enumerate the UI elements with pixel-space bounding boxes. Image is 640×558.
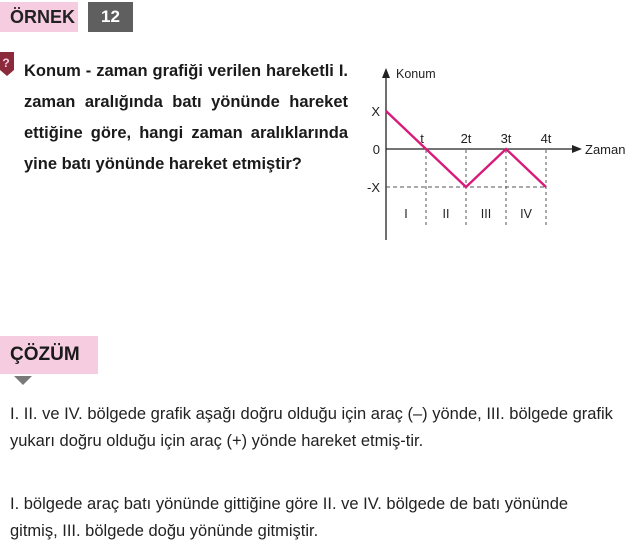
y-tick-label: X: [371, 104, 380, 119]
example-label: ÖRNEK: [0, 2, 78, 32]
y-axis-arrow-icon: [382, 68, 390, 78]
x-tick-label: 4t: [540, 131, 552, 146]
x-tick-label: t: [420, 131, 424, 146]
interval-label: IV: [520, 207, 532, 221]
interval-label: III: [480, 207, 492, 221]
solution-paragraph-1: I. II. ve IV. bölgede grafik aşağı doğru olduğu için araç (–) yönde, III. bölgede grafik yukarı doğru olduğu için araç (+) yönde hareket etmiş-tir.: [10, 405, 613, 450]
example-number: 12: [88, 2, 133, 32]
solution-arrow-icon: [14, 376, 32, 385]
y-axis-label: Konum: [396, 67, 436, 81]
x-axis-arrow-icon: [572, 145, 582, 153]
y-tick-label: 0: [372, 142, 380, 157]
position-time-graph: [356, 60, 640, 250]
svg-text:?: ?: [2, 56, 10, 70]
interval-label: II: [442, 207, 450, 221]
x-axis-label: Zaman: [585, 142, 626, 157]
interval-label: I: [404, 207, 408, 221]
question-text: Konum - zaman grafiği verilen hareketli I. zaman aralığında batı yönünde hareket ettiğine göre, hangi zaman aralıklarında yine batı yönünde hareket etmiştir?: [24, 62, 348, 173]
x-tick-label: 2t: [460, 131, 472, 146]
example-badge: [0, 2, 143, 32]
x-tick-label: 3t: [500, 131, 512, 146]
solution-title: ÇÖZÜM: [0, 336, 98, 374]
y-tick-label: -X: [367, 180, 380, 195]
solution-paragraph-2: I. bölgede araç batı yönünde gittiğine göre II. ve IV. bölgede de batı yönünde gitmiş, III. bölgede doğu yönünde gitmiştir.: [10, 495, 569, 540]
question-mark-icon: [0, 52, 14, 76]
